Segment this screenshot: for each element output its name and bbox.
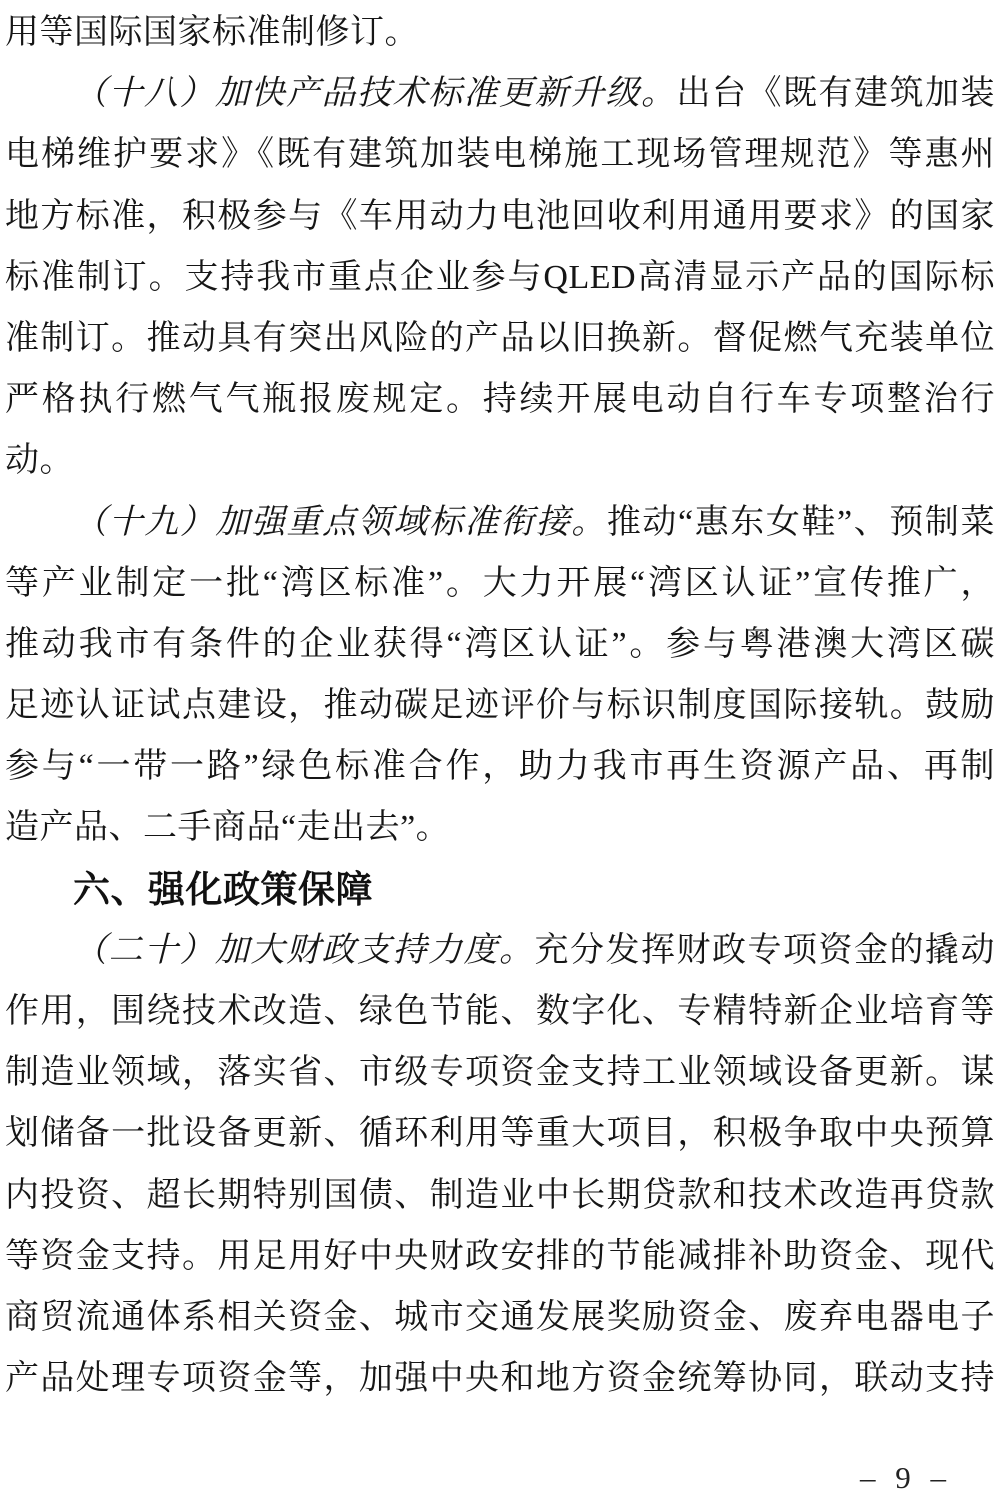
text-line [5, 981, 995, 1042]
text-line [5, 920, 995, 981]
body-text: 等产业制定一批“湾区标准”。大力开展“湾区认证”宣传推广， [5, 564, 995, 602]
text-line [5, 2, 995, 63]
text-line [5, 369, 995, 430]
body-text: 产品处理专项资金等，加强中央和地方资金统筹协同，联动支持 [5, 1360, 995, 1398]
text-line [5, 736, 995, 797]
paragraph-lead-text: （十九）加强重点领域标准衔接。 [73, 503, 607, 541]
text-line [5, 492, 995, 553]
text-line [5, 1165, 995, 1226]
body-text: 出台《既有建筑加装 [676, 75, 995, 113]
text-line [5, 124, 995, 185]
body-text: 用等国际国家标准制修订。 [5, 14, 419, 51]
text-line [5, 1348, 995, 1409]
body-text: 商贸流通体系相关资金、城市交通发展奖励资金、废弃电器电子 [5, 1298, 995, 1336]
body-text: 准制订。推动具有突出风险的产品以旧换新。督促燃气充装单位 [5, 319, 995, 357]
body-text: 标准制订。支持我市重点企业参与QLED高清显示产品的国际标 [5, 258, 995, 296]
body-text: 造产品、二手商品“走出去”。 [5, 809, 451, 847]
text-line [5, 63, 995, 124]
body-text: 制造业领域，落实省、市级专项资金支持工业领域设备更新。谋 [5, 1054, 995, 1092]
text-line [5, 308, 995, 369]
text-line [5, 614, 995, 675]
body-text: 作用，围绕技术改造、绿色节能、数字化、专精特新企业培育等 [5, 993, 995, 1030]
body-text: 严格执行燃气气瓶报废规定。持续开展电动自行车专项整治行 [5, 381, 995, 419]
body-text: 足迹认证试点建设，推动碳足迹评价与标识制度国际接轨。鼓励 [5, 687, 995, 725]
section-heading [5, 859, 995, 920]
text-line [5, 1226, 995, 1287]
heading-text: 六、强化政策保障 [73, 868, 373, 910]
paragraph-lead-text: （十八）加快产品技术标准更新升级。 [73, 75, 677, 113]
document-body [5, 2, 995, 1409]
page-number: – 9 – [860, 1460, 952, 1495]
body-text: 动。 [5, 442, 74, 480]
text-line [5, 675, 995, 736]
text-line [5, 430, 995, 491]
text-line [5, 1103, 995, 1164]
text-line [5, 1042, 995, 1103]
body-text: 划储备一批设备更新、循环利用等重大项目，积极争取中央预算 [5, 1115, 995, 1153]
body-text: 内投资、超长期特别国债、制造业中长期贷款和技术改造再贷款 [5, 1176, 995, 1214]
text-line [5, 186, 995, 247]
text-line [5, 553, 995, 614]
paragraph-lead-text: （二十）加大财政支持力度。 [73, 931, 535, 969]
body-text: 地方标准，积极参与《车用动力电池回收利用通用要求》的国家 [5, 197, 995, 235]
body-text: 等资金支持。用足用好中央财政安排的节能减排补助资金、现代 [5, 1237, 995, 1275]
text-line [5, 247, 995, 308]
body-text: 电梯维护要求》《既有建筑加装电梯施工现场管理规范》等惠州 [5, 136, 995, 174]
body-text: 充分发挥财政专项资金的撬动 [534, 931, 995, 969]
body-text: 推动我市有条件的企业获得“湾区认证”。参与粤港澳大湾区碳 [5, 625, 995, 663]
body-text: 推动“惠东女鞋”、预制菜 [606, 503, 996, 541]
text-line [5, 1287, 995, 1348]
body-text: 参与“一带一路”绿色标准合作，助力我市再生资源产品、再制 [5, 748, 995, 786]
text-line [5, 797, 995, 858]
